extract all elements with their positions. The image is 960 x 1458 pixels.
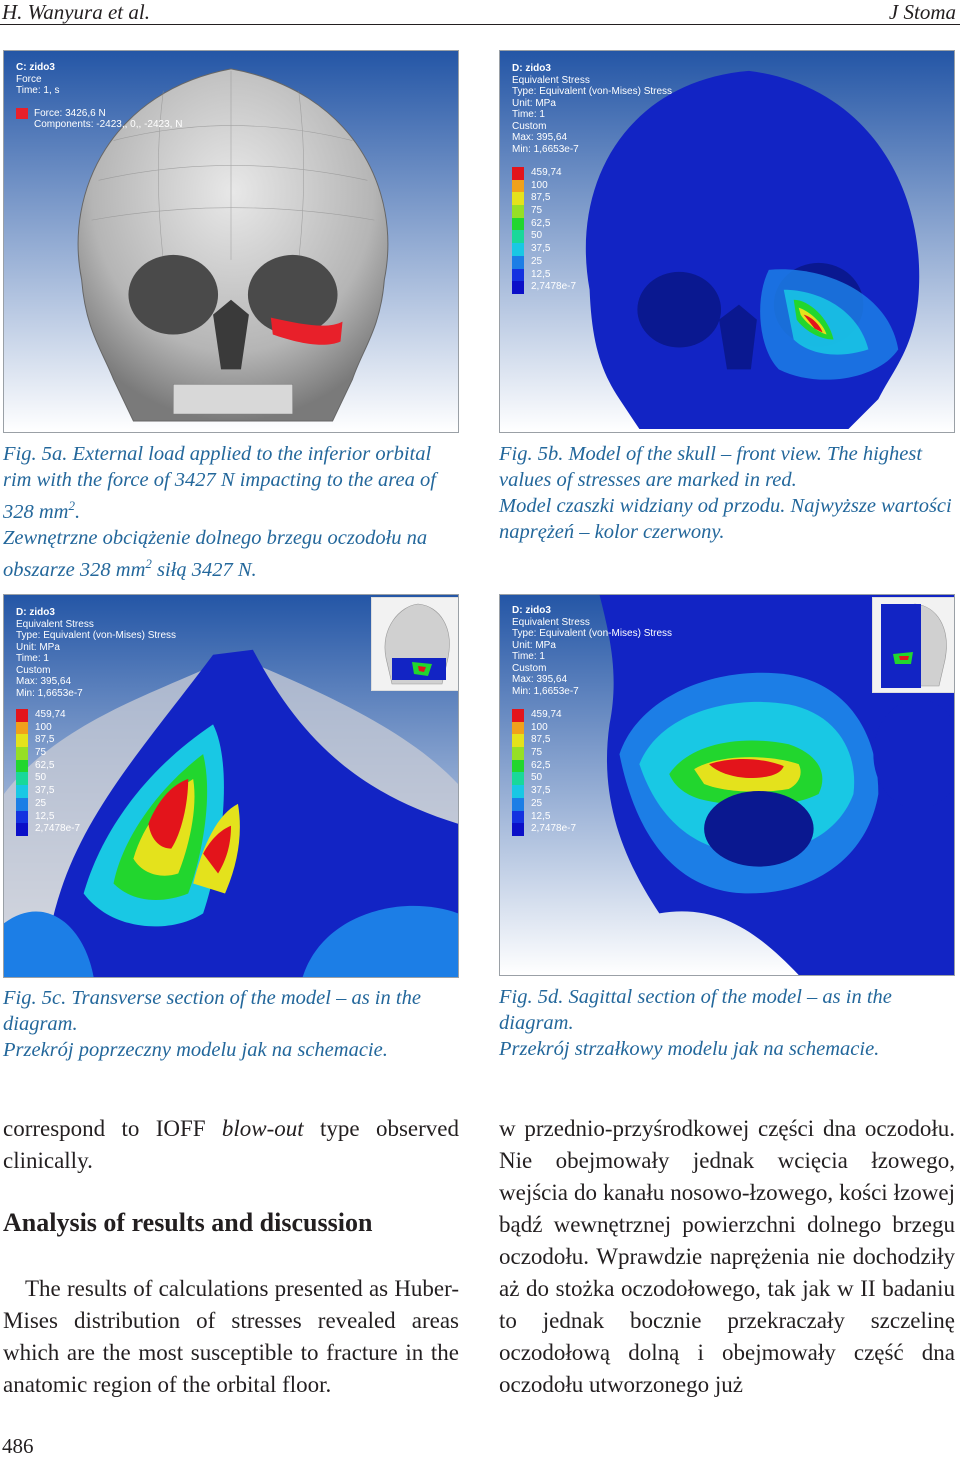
scale-swatch <box>512 785 524 798</box>
paragraph-text: w przednio-przyśrodkowej części dna oczodołu. Nie obejmowały jednak wcięcia łzowego, wejścia do kanału nosowo-łzowego, kości łzowej bądź wewnętrznej powierzchni dolnego brzegu oczodołu. Wprawdzie naprężenia nie dochodziły aż do stożka oczodołowego, tak jak w II badaniu to jednak bocznie przekraczały szczelinę oczodołową dolną i obejmowały część dna oczodołu utworzonego już <box>499 1116 955 1397</box>
scale-label: 25 <box>531 255 543 267</box>
scale-swatch <box>16 823 28 836</box>
scale-label: 25 <box>531 797 543 809</box>
scale-label: 459,74 <box>531 167 562 178</box>
legend-line: Min: 1,6653e-7 <box>16 687 83 699</box>
legend-components: Components: -2423,, 0,, -2423, N <box>34 119 183 130</box>
scale-label: 75 <box>531 747 543 759</box>
scale-label: 75 <box>531 205 543 217</box>
figure-5b-image <box>499 50 955 433</box>
figure-5a-image <box>3 50 459 433</box>
legend-line: Type: Equivalent (von-Mises) Stress <box>512 86 673 97</box>
scale-label: 62,5 <box>531 217 551 229</box>
legend-line: Equivalent Stress <box>512 74 590 86</box>
scale-swatch <box>512 709 524 722</box>
scale-label: 75 <box>35 747 47 759</box>
legend-line: Time: 1, s <box>16 85 60 96</box>
scale-swatch <box>16 709 28 722</box>
legend-line: Custom <box>16 664 51 676</box>
scale-swatch <box>512 230 524 243</box>
legend-line: Custom <box>512 662 547 674</box>
legend-line: Time: 1 <box>512 109 545 120</box>
scale-swatch <box>512 218 524 231</box>
scale-swatch <box>512 747 524 760</box>
scale-label: 50 <box>531 772 543 784</box>
scale-swatch <box>512 243 524 256</box>
left-column-intro <box>3 1113 459 1177</box>
intro-text: type observed clinically. <box>3 1116 459 1173</box>
legend-line: Unit: MPa <box>512 97 556 109</box>
legend-title: C: zido3 <box>16 62 55 73</box>
legend-line: Max: 395,64 <box>512 674 568 685</box>
scale-label: 87,5 <box>531 192 551 204</box>
caption-en: Fig. 5a. External load applied to the inferior orbital rim with the force of 3427 N impacting to the area of 328 mm <box>3 443 436 523</box>
legend-line: Min: 1,6653e-7 <box>512 143 579 155</box>
scale-label: 2,7478e-7 <box>35 823 81 835</box>
intro-text: correspond to IOFF <box>3 1116 222 1141</box>
scale-swatch <box>16 722 28 735</box>
legend-line: Time: 1 <box>512 651 545 662</box>
scale-swatch <box>512 760 524 773</box>
caption-pl: Przekrój strzałkowy modelu jak na schemacie. <box>499 1038 880 1060</box>
legend-line: Time: 1 <box>16 653 49 664</box>
legend-line: Max: 395,64 <box>512 132 568 143</box>
legend-title: D: zido3 <box>512 63 551 74</box>
caption-en: Fig. 5b. Model of the skull – front view. The highest values of stresses are marked in red. <box>499 443 923 491</box>
scale-label: 100 <box>35 721 52 733</box>
figure-5d-image <box>499 594 955 976</box>
scale-label: 87,5 <box>35 734 55 746</box>
legend-line: Min: 1,6653e-7 <box>512 685 579 697</box>
legend-title: D: zido3 <box>16 607 55 618</box>
scale-swatch <box>16 760 28 773</box>
scale-label: 37,5 <box>531 785 551 797</box>
scale-label: 459,74 <box>531 709 562 720</box>
scale-label: 87,5 <box>531 734 551 746</box>
caption-superscript: 2 <box>68 498 75 513</box>
figure-5d-legend <box>512 605 672 697</box>
figure-5b-legend <box>512 63 672 155</box>
caption-superscript: 2 <box>145 555 152 571</box>
section-heading: Analysis of results and discussion <box>3 1208 373 1237</box>
scale-label: 2,7478e-7 <box>531 823 577 835</box>
legend-line: Equivalent Stress <box>16 618 94 630</box>
scale-label: 100 <box>531 721 548 733</box>
skull-thumbnail <box>372 598 459 690</box>
scale-label: 37,5 <box>531 243 551 255</box>
header-rule <box>0 24 960 25</box>
scale-swatch <box>512 734 524 747</box>
scale-swatch <box>512 256 524 269</box>
scale-label: 25 <box>35 797 47 809</box>
scale-label: 62,5 <box>531 759 551 771</box>
running-header-journal: J Stoma <box>888 0 956 24</box>
scale-swatch <box>16 811 28 824</box>
section-diagram-inset <box>371 597 459 691</box>
legend-line: Equivalent Stress <box>512 616 590 628</box>
scale-label: 12,5 <box>531 810 551 822</box>
right-column-paragraph <box>499 1113 955 1401</box>
scale-label: 37,5 <box>35 785 55 797</box>
scale-label: 50 <box>35 772 47 784</box>
paragraph-text: The results of calculations presented as Huber-Mises distribution of stresses revealed areas which are the most susceptible to fracture in the anatomic region of the orbital floor. <box>3 1276 459 1397</box>
caption-pl: Model czaszki widziany od przodu. Najwyższe wartości naprężeń – kolor czerwony. <box>499 495 952 543</box>
scale-label: 12,5 <box>531 268 551 280</box>
caption-pl: Zewnętrzne obciążenie dolnego brzegu oczodołu na obszarze 328 mm <box>3 526 428 581</box>
legend-title: D: zido3 <box>512 605 551 616</box>
scale-swatch <box>512 180 524 193</box>
figure-5d-caption <box>499 984 955 1062</box>
scale-swatch <box>16 734 28 747</box>
caption-en: Fig. 5c. Transverse section of the model – as in the diagram. <box>3 987 421 1035</box>
left-column-paragraph <box>3 1273 459 1401</box>
scale-label: 50 <box>531 230 543 242</box>
scale-swatch <box>512 823 524 836</box>
scale-label: 100 <box>531 179 548 191</box>
legend-line: Force <box>16 73 42 85</box>
caption-pl-end: siłą 3427 N. <box>151 558 257 581</box>
intro-emphasis: blow-out <box>221 1116 304 1141</box>
legend-line: Unit: MPa <box>16 641 60 653</box>
legend-line: Custom <box>512 120 547 132</box>
figure-5c-caption <box>3 985 459 1063</box>
scale-swatch <box>16 772 28 785</box>
scale-swatch <box>16 785 28 798</box>
scale-swatch <box>512 205 524 218</box>
scale-swatch <box>512 167 524 180</box>
figure-5a-legend <box>16 62 182 131</box>
legend-line: Unit: MPa <box>512 639 556 651</box>
caption-en-end: . <box>74 500 81 523</box>
legend-line: Type: Equivalent (von-Mises) Stress <box>512 628 673 639</box>
scale-label: 12,5 <box>35 810 55 822</box>
figure-5a-caption <box>3 441 459 583</box>
scale-swatch <box>512 722 524 735</box>
scale-swatch <box>512 772 524 785</box>
legend-line: Max: 395,64 <box>16 676 72 687</box>
scale-swatch <box>16 798 28 811</box>
scale-label: 459,74 <box>35 709 66 720</box>
figure-5c-legend <box>16 607 176 699</box>
scale-label: 62,5 <box>35 759 55 771</box>
scale-swatch <box>512 811 524 824</box>
figure-5b-caption <box>499 441 957 545</box>
scale-swatch <box>16 747 28 760</box>
scale-label: 2,7478e-7 <box>531 281 577 293</box>
running-header-authors: H. Wanyura et al. <box>2 0 150 24</box>
force-marker-swatch <box>16 108 28 119</box>
page-number: 486 <box>2 1434 34 1458</box>
skull-thumbnail <box>873 598 955 692</box>
caption-en: Fig. 5d. Sagittal section of the model – as in the diagram. <box>499 986 892 1034</box>
scale-swatch <box>512 281 524 294</box>
legend-force: Force: 3426,6 N <box>34 107 106 119</box>
caption-pl: Przekrój poprzeczny modelu jak na schemacie. <box>3 1039 388 1061</box>
legend-line: Type: Equivalent (von-Mises) Stress <box>16 630 177 641</box>
scale-swatch <box>512 798 524 811</box>
section-diagram-inset <box>872 597 955 693</box>
scale-swatch <box>512 192 524 205</box>
scale-swatch <box>512 269 524 282</box>
figure-5c-image <box>3 594 459 978</box>
